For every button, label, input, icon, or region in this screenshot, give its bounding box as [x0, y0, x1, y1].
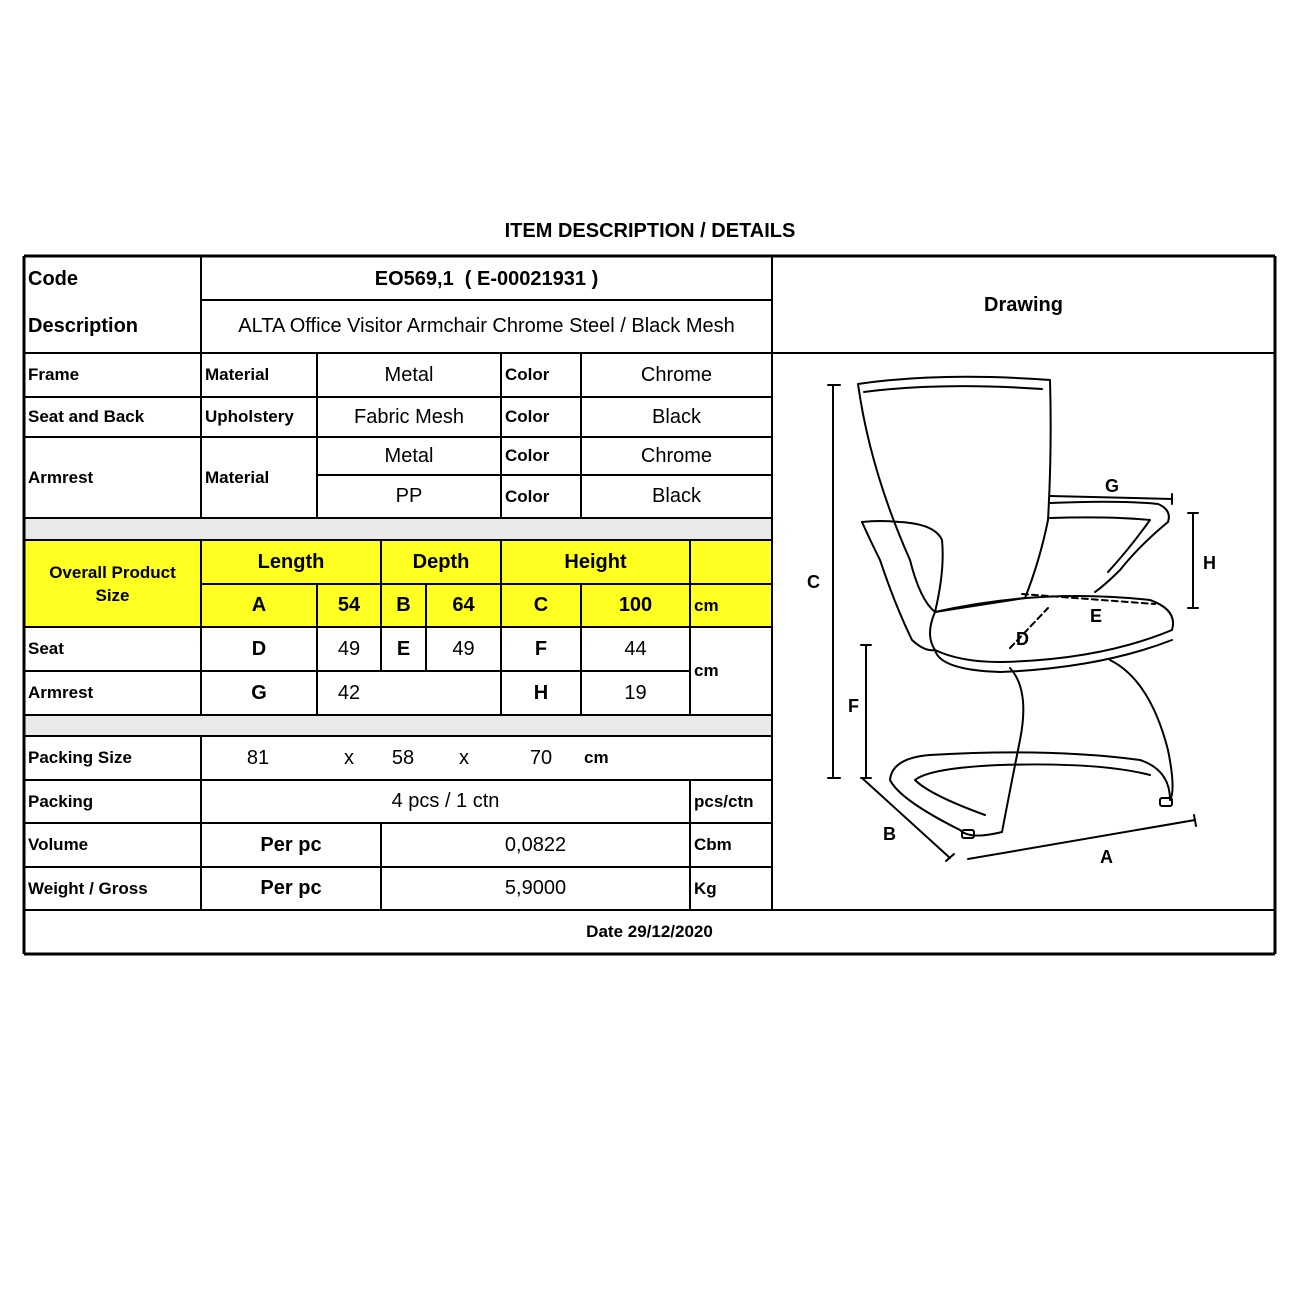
drawing-label: Drawing [984, 294, 1063, 316]
base-left-leg [1002, 668, 1023, 832]
sheet-title: ITEM DESCRIPTION / DETAILS [504, 220, 796, 242]
overall-size-label-text: Overall Product Size [49, 562, 176, 605]
dim-a-letter: A [251, 594, 267, 616]
backrest-outline [858, 377, 1051, 612]
overall-size-label [24, 540, 201, 627]
base-right-leg [1110, 660, 1173, 800]
packing-size-x2: x [459, 746, 469, 769]
drawing-dim-d: D [1016, 629, 1029, 649]
seat-back-color-label: Color [505, 407, 550, 426]
drawing-dim-e: E [1090, 606, 1103, 626]
right-arm-lower [1050, 517, 1150, 572]
dim-g-value: 42 [337, 681, 361, 704]
frame-attr: Material [205, 365, 270, 384]
weight-value: 5,9000 [504, 877, 567, 899]
volume-label: Volume [28, 835, 89, 854]
drawing-dim-h: H [1203, 553, 1216, 573]
dim-e-value: 49 [452, 637, 475, 660]
drawing-dim-f: F [848, 696, 859, 716]
dim-c-letter: C [533, 594, 549, 616]
dim-g-letter: G [251, 681, 267, 704]
dim-h-value: 19 [624, 681, 647, 704]
armrest-dims-label: Armrest [28, 683, 94, 702]
armrest-value-1: Metal [384, 444, 434, 467]
seat-back-value: Fabric Mesh [353, 405, 465, 428]
packing-size-label: Packing Size [28, 748, 132, 767]
packing-unit: pcs/ctn [694, 791, 754, 811]
weight-label: Weight / Gross [28, 878, 148, 898]
overall-unit: cm [694, 595, 719, 615]
dim-h-letter: H [533, 681, 549, 704]
frame-color-label: Color [505, 365, 550, 384]
frame-value: Metal [384, 363, 434, 386]
right-arm [1050, 502, 1169, 592]
height-header: Height [564, 550, 627, 573]
seat-back-label: Seat and Back [28, 407, 145, 426]
seat-armrest-unit: cm [694, 661, 719, 680]
packing-size-length: 81 [246, 746, 270, 769]
armrest-color-label-1: Color [505, 446, 550, 465]
date-footer: Date 29/12/2020 [586, 922, 713, 941]
volume-per: Per pc [260, 833, 322, 856]
dim-d-value: 49 [337, 637, 361, 660]
dim-e-letter: E [396, 637, 411, 660]
dim-line-a [968, 820, 1195, 859]
code-value: EO569,1 ( E-00021931 ) [374, 267, 599, 290]
description-label: Description [28, 315, 139, 337]
drawing-dim-a: A [1100, 847, 1113, 867]
seat-dims-label: Seat [28, 639, 64, 658]
dim-d-letter: D [251, 637, 267, 660]
armrest-material-attr: Material [205, 467, 270, 487]
dim-b-value: 64 [452, 594, 475, 616]
packing-size-height: 70 [529, 746, 553, 769]
dim-b-letter: B [396, 594, 411, 616]
packing-value: 4 pcs / 1 ctn [391, 790, 500, 812]
frame-label: Frame [28, 365, 80, 384]
volume-unit: Cbm [694, 835, 732, 854]
length-header: Length [257, 550, 325, 573]
seat-rim [935, 640, 1172, 672]
left-arm-front [862, 522, 935, 650]
drawing-dim-b: B [883, 824, 896, 844]
depth-header: Depth [412, 550, 470, 573]
dim-a-value: 54 [337, 594, 361, 616]
backrest-inner [864, 386, 1042, 392]
armrest-color-2: Black [652, 485, 701, 507]
dim-f-value: 44 [624, 637, 647, 660]
left-arm [862, 521, 943, 612]
armrest-color-1: Chrome [640, 444, 713, 467]
volume-value: 0,0822 [504, 833, 567, 856]
armrest-material-label: Armrest [28, 467, 94, 487]
seat-back-attr: Upholstery [205, 407, 294, 426]
packing-size-width: 58 [391, 746, 415, 769]
armrest-color-label-2: Color [505, 486, 550, 506]
weight-unit: Kg [694, 878, 717, 898]
packing-label: Packing [28, 791, 94, 811]
frame-color: Chrome [640, 363, 713, 386]
drawing-dim-c: C [807, 572, 820, 592]
dim-c-value: 100 [618, 594, 653, 616]
description-value: ALTA Office Visitor Armchair Chrome Steel / Black Mesh [238, 315, 735, 337]
drawing-dim-g: G [1105, 476, 1120, 496]
seat-back-color: Black [652, 405, 701, 428]
weight-per: Per pc [260, 877, 322, 899]
dim-f-letter: F [534, 637, 548, 660]
armrest-value-2: PP [395, 485, 423, 507]
code-label: Code [28, 267, 78, 290]
packing-size-unit: cm [584, 748, 609, 767]
base-ring-inner [915, 764, 1150, 815]
packing-size-x1: x [344, 746, 354, 769]
